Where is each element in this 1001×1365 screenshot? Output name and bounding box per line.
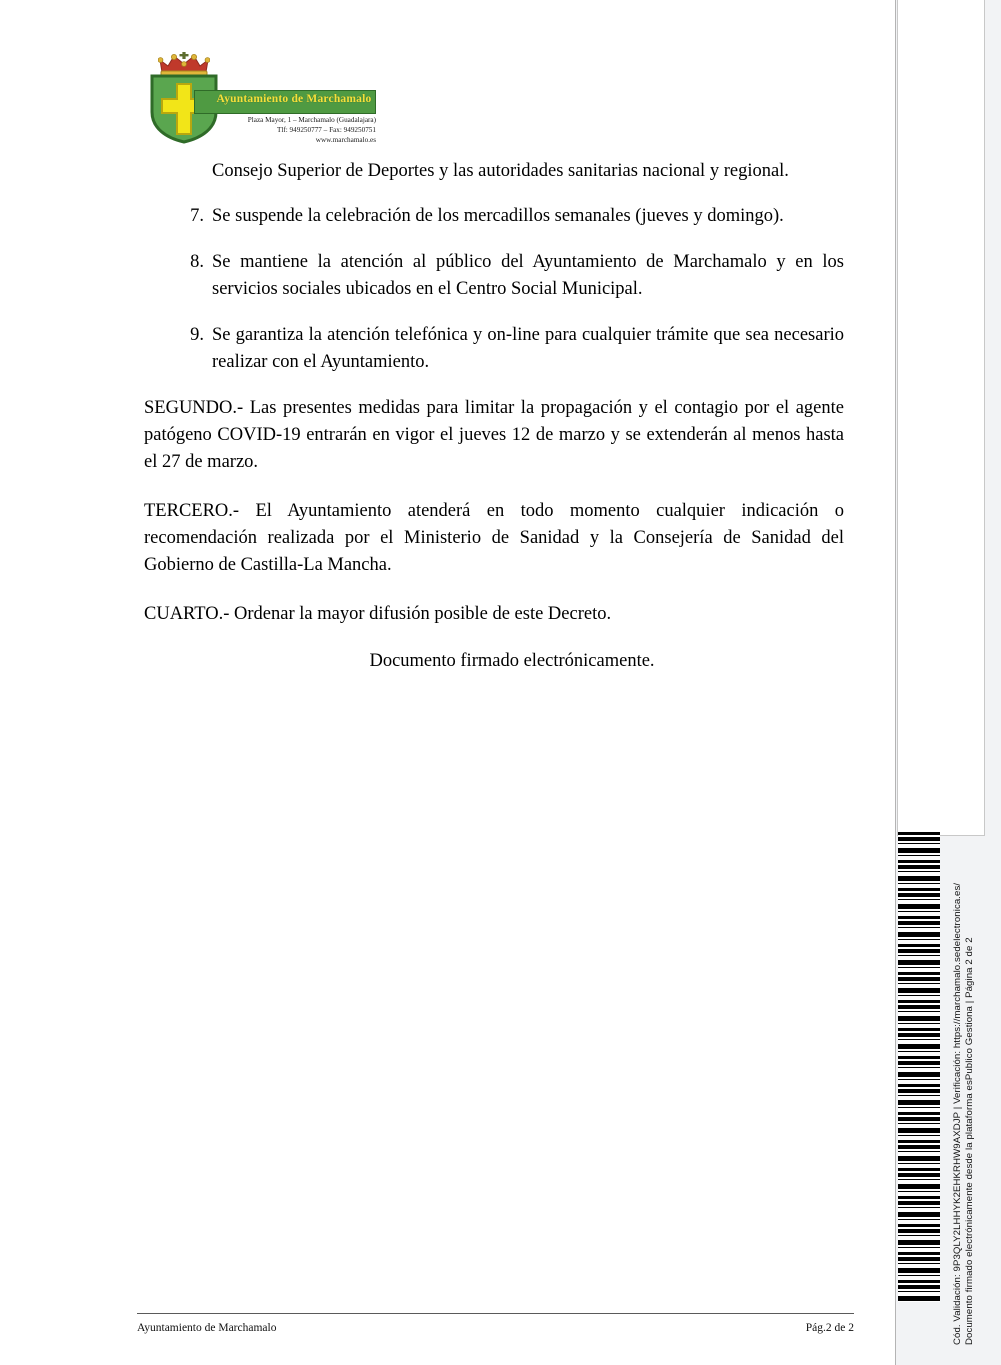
csv-sidebar-panel xyxy=(897,0,985,836)
signature-note: Documento firmado electrónicamente. xyxy=(369,651,655,671)
list-item xyxy=(144,322,844,376)
paragraph-segundo: SEGUNDO.- Las presentes medidas para limitar la propagación y el contagio por el agente patógeno COVID-19 entrarán en vigor el jueves 12 de marzo y se extenderán al menos hasta el 27 de marzo. xyxy=(144,398,844,472)
measures-list xyxy=(144,203,844,376)
list-item-number: 8. xyxy=(190,252,204,272)
list-item-number: 9. xyxy=(190,325,204,345)
list-item-number: 7. xyxy=(190,206,204,226)
list-item-text: Se suspende la celebración de los mercadillos semanales (jueves y domingo). xyxy=(212,206,784,226)
footer-page-number: Pág.2 de 2 xyxy=(805,1322,854,1334)
letterhead-address-line-2: Tlf: 949250777 – Fax: 949250751 xyxy=(276,126,376,134)
letterhead-title: Ayuntamiento de Marchamalo xyxy=(216,93,372,105)
validation-barcode xyxy=(898,832,940,1302)
continuation-paragraph: Consejo Superior de Deportes y las autoridades sanitarias nacional y regional. xyxy=(212,161,789,181)
footer-divider xyxy=(137,1313,854,1314)
list-item-text: Se mantiene la atención al público del Ayuntamiento de Marchamalo y en los servicios sociales ubicados en el Centro Social Municipal. xyxy=(212,252,844,299)
paragraph-tercero: TERCERO.- El Ayuntamiento atenderá en todo momento cualquier indicación o recomendación realizada por el Ministerio de Sanidad y la Consejería de Sanidad del Gobierno de Castilla-La Mancha. xyxy=(144,501,844,575)
list-item xyxy=(144,203,844,230)
document-body xyxy=(144,158,844,675)
paragraph-cuarto: CUARTO.- Ordenar la mayor difusión posible de este Decreto. xyxy=(144,604,612,624)
list-item xyxy=(144,249,844,303)
footer-left-text: Ayuntamiento de Marchamalo xyxy=(137,1322,277,1334)
page-footer xyxy=(137,1322,854,1334)
letterhead-address-line-1: Plaza Mayor, 1 – Marchamalo (Guadalajara) xyxy=(247,116,376,124)
letterhead xyxy=(146,52,376,144)
csv-platform-text: Documento firmado electrónicamente desde la plataforma esPublico Gestiona | Página 2 de 2 xyxy=(964,937,975,1345)
letterhead-website: www.marchamalo.es xyxy=(315,136,376,144)
csv-validation-code-text: Cód. Validación: 9P3QLY2LHHYK2EHKRHW9AXDJP | Verificación: https://marchamalo.sedelectronica.es/ xyxy=(952,882,963,1345)
list-item-text: Se garantiza la atención telefónica y on-line para cualquier trámite que sea necesario realizar con el Ayuntamiento. xyxy=(212,325,844,372)
